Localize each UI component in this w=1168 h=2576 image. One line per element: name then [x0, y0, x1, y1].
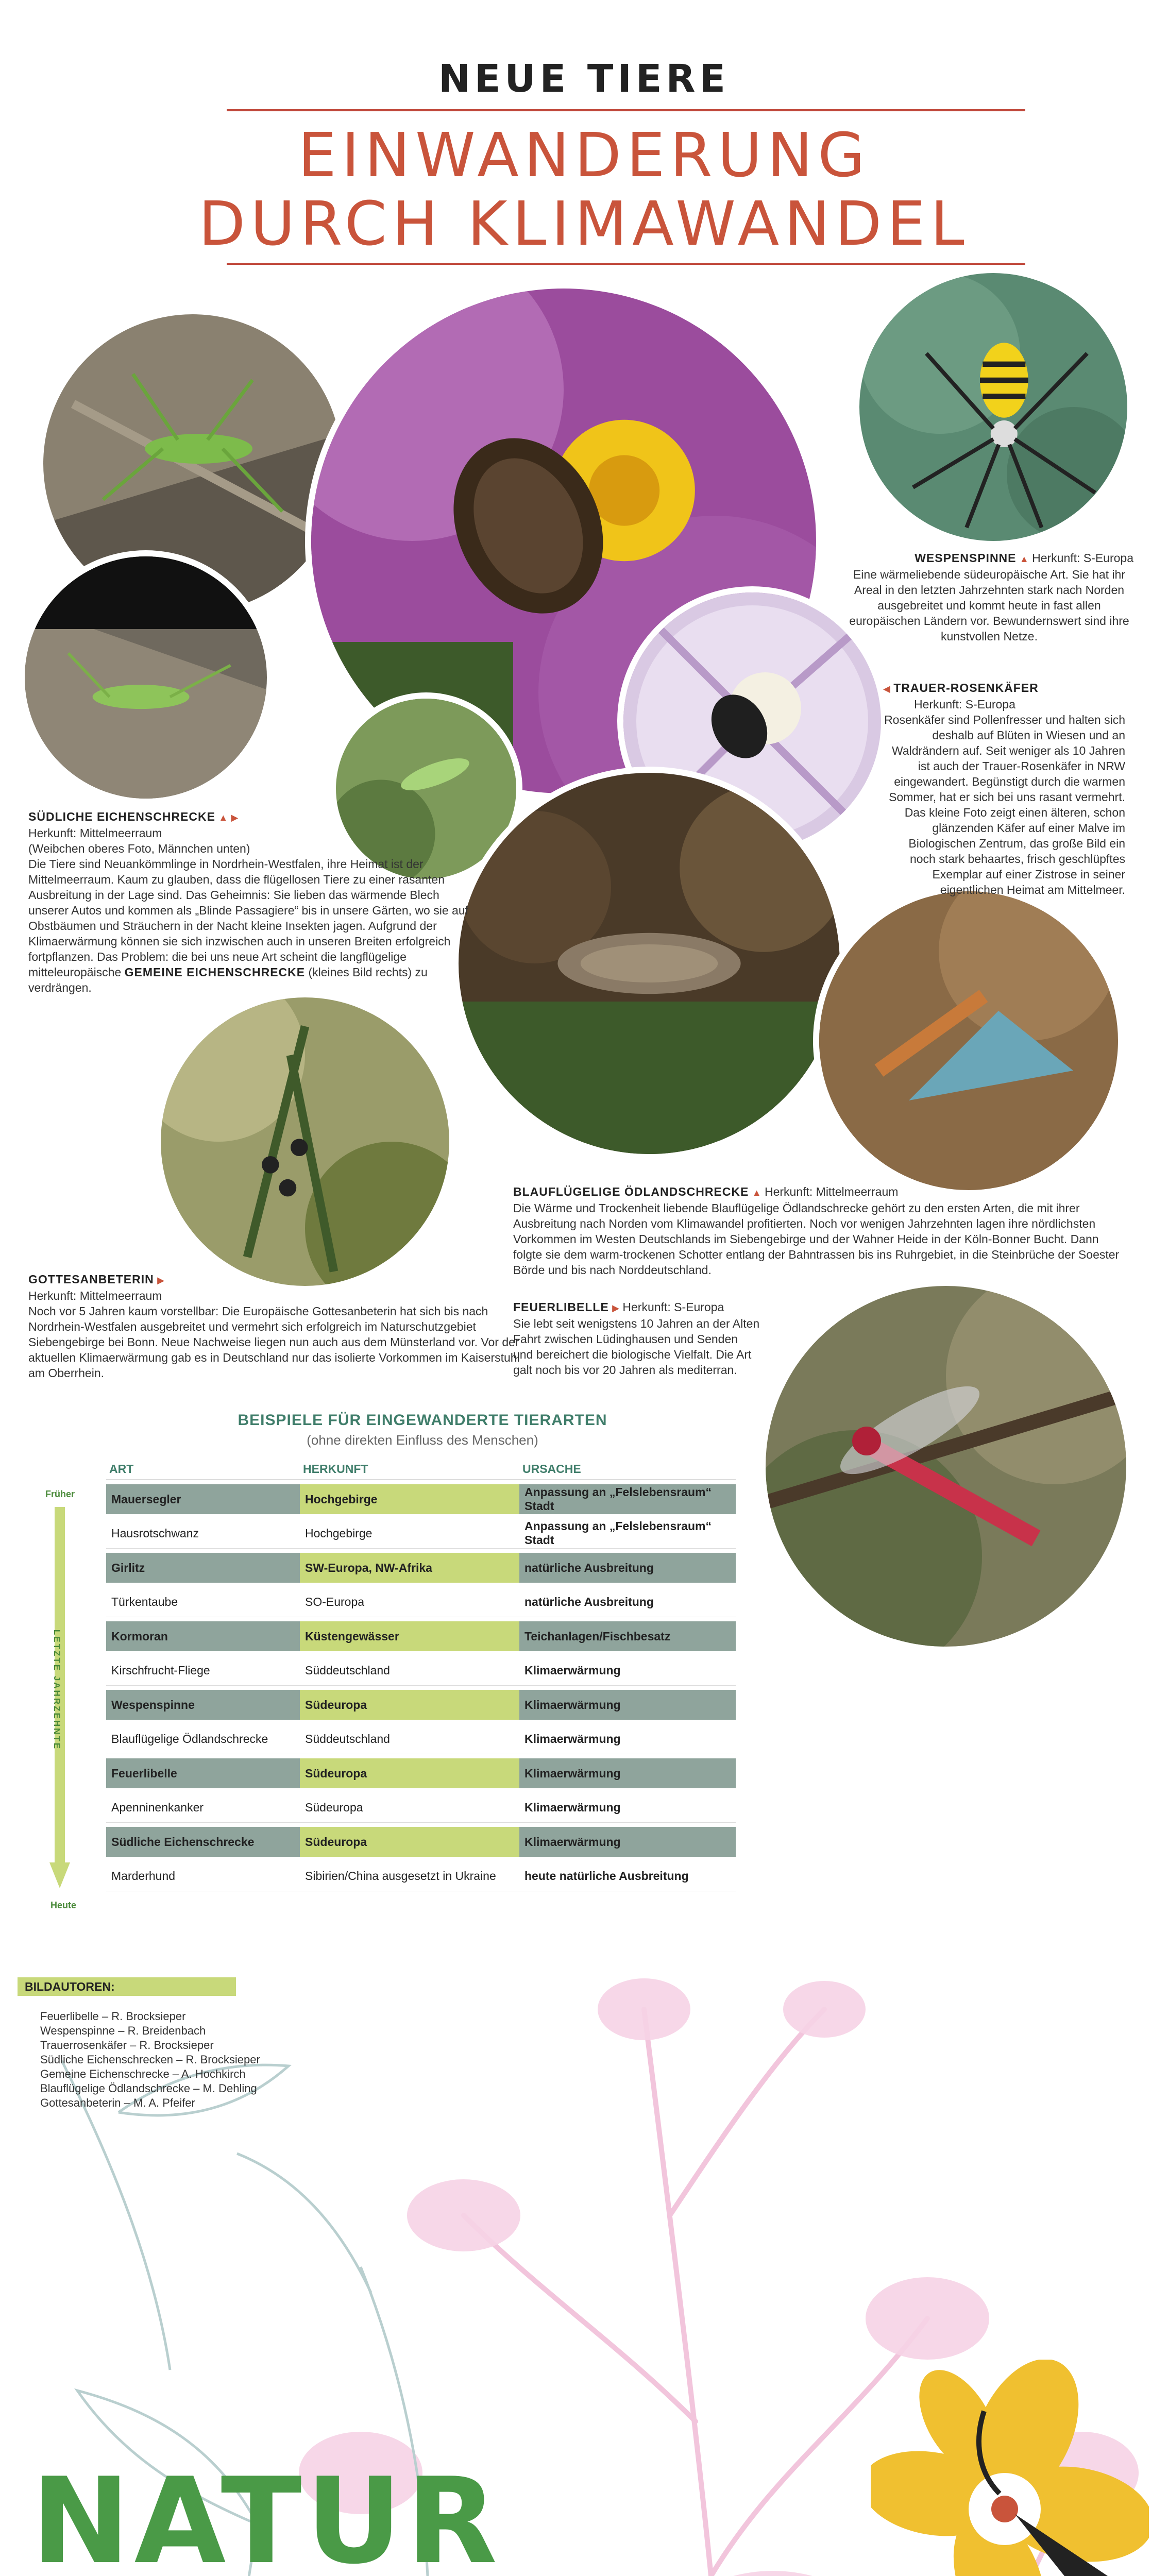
cell-herkunft: SO-Europa [300, 1587, 519, 1617]
cell-herkunft: Südeuropa [300, 1690, 519, 1720]
cell-art: Apenninenkanker [106, 1792, 300, 1823]
cell-herkunft: Hochgebirge [300, 1484, 519, 1514]
cell-art: Türkentaube [106, 1587, 300, 1617]
photo-gottesanbeterin [161, 997, 449, 1286]
article-origin: Herkunft: S-Europa [1032, 551, 1133, 565]
col-header-ursache: URSACHE [519, 1462, 736, 1480]
article-origin: Herkunft: S-Europa [622, 1300, 724, 1314]
table-row [106, 1518, 736, 1549]
credit-line: Wespenspinne – R. Breidenbach [40, 2024, 206, 2037]
cell-art: Hausrotschwanz [106, 1518, 300, 1549]
article-title: FEUERLIBELLE [513, 1300, 609, 1314]
article-title: TRAUER-ROSENKÄFER [893, 681, 1039, 694]
cell-art: Marderhund [106, 1861, 300, 1891]
article-title: BLAUFLÜGELIGE ÖDLANDSCHRECKE [513, 1185, 749, 1198]
col-header-herkunft: HERKUNFT [300, 1462, 519, 1480]
cell-ursache: natürliche Ausbreitung [519, 1553, 736, 1583]
cell-herkunft: Sibirien/China ausgesetzt in Ukraine [300, 1861, 519, 1891]
article-origin: Herkunft: Mittelmeerraum [764, 1185, 899, 1198]
article-eichenschrecke [28, 809, 471, 995]
article-title: WESPENSPINNE [915, 551, 1017, 565]
photo-feuerlibelle [766, 1286, 1126, 1647]
header-rule-top [227, 109, 1025, 111]
cell-ursache: Klimaerwärmung [519, 1655, 736, 1686]
article-feuerlibelle [513, 1299, 760, 1378]
cell-ursache: Anpassung an „Felslebensraum“ Stadt [519, 1484, 736, 1514]
table-row [106, 1587, 736, 1617]
credit-line: Südliche Eichenschrecken – R. Brocksieper [40, 2053, 260, 2066]
cell-ursache: Klimaerwärmung [519, 1724, 736, 1754]
cell-herkunft: Südeuropa [300, 1758, 519, 1788]
credits-list [40, 2009, 260, 2110]
cell-art: Feuerlibelle [106, 1758, 300, 1788]
article-text: Eine wärmeliebende südeuropäische Art. Sie hat ihr Areal in den letzten Jahrzehnten stark nach Norden ausgebreitet und kommt heute in fast allen europäischen Ländern vor. Bewundernswert sind ihre kunstvollen Netze. [849, 568, 1129, 643]
article-text: Die Wärme und Trockenheit liebende Blauflügelige Ödlandschrecke gehört zu den ersten Arten, die mit ihrer Ausbreitung nach Norden vom Klimawandel profitierten. Noch vor wenigen Jahrzehnten lagen ihre nördlichsten Vorkommen im Westen Deutschlands im Siebengebirge und der Wahner Heide in der Köln-Bonner Bucht. Dann folgte sie dem warm-trockenen Schotter entlang der Bahntrassen bis ins Ruhrgebiet, in die Steinbrüche der Soester Börde und bis nach Norddeutschland. [513, 1201, 1120, 1277]
triangle-right-icon: ▶ [231, 812, 239, 823]
table-row [106, 1621, 736, 1651]
cell-herkunft: Süddeutschland [300, 1724, 519, 1754]
article-note: (Weibchen oberes Foto, Männchen unten) [28, 842, 250, 855]
cell-ursache: natürliche Ausbreitung [519, 1587, 736, 1617]
flower-logo-icon [871, 2360, 1149, 2576]
table-subtitle: (ohne direkten Einfluss des Menschen) [307, 1432, 538, 1448]
cell-art: Kirschfrucht-Fliege [106, 1655, 300, 1686]
cell-ursache: Teichanlagen/Fischbesatz [519, 1621, 736, 1651]
cell-herkunft: Südeuropa [300, 1827, 519, 1857]
triangle-left-icon: ◀ [883, 684, 890, 694]
cell-ursache: Klimaerwärmung [519, 1758, 736, 1788]
photo-oedlandschrecke [459, 773, 840, 1154]
table-row [106, 1553, 736, 1583]
photo-wespenspinne [859, 273, 1127, 541]
credit-line: Gottesanbeterin – M. A. Pfeifer [40, 2096, 195, 2109]
cell-art: Wespenspinne [106, 1690, 300, 1720]
table-row [106, 1484, 736, 1514]
table-header-row [106, 1462, 736, 1480]
article-oedlandschrecke [513, 1184, 1126, 1278]
article-text-end: (kleines Bild rechts) zu verdrängen. [28, 965, 428, 994]
cell-ursache: Klimaerwärmung [519, 1690, 736, 1720]
credit-line: Trauerrosenkäfer – R. Brocksieper [40, 2039, 214, 2052]
article-title: SÜDLICHE EICHENSCHRECKE [28, 810, 215, 823]
cell-art: Kormoran [106, 1621, 300, 1651]
kicker-title: NEUE TIERE [438, 57, 730, 101]
credit-line: Feuerlibelle – R. Brocksieper [40, 2010, 186, 2023]
cell-art: Girlitz [106, 1553, 300, 1583]
cell-herkunft: Süddeutschland [300, 1655, 519, 1686]
triangle-up-icon: ▲ [1019, 554, 1029, 564]
credit-line: Gemeine Eichenschrecke – A. Hochkirch [40, 2067, 246, 2080]
timeline-bottom-label: Heute [50, 1900, 77, 1910]
headline-line-2: DURCH KLIMAWANDEL [198, 188, 970, 259]
immigrant-species-table [106, 1458, 736, 1895]
table-row [106, 1690, 736, 1720]
cell-herkunft: Küstengewässer [300, 1621, 519, 1651]
cell-art: Blauflügelige Ödlandschrecke [106, 1724, 300, 1754]
credit-line: Blauflügelige Ödlandschrecke – M. Dehling [40, 2082, 257, 2095]
cell-ursache: Klimaerwärmung [519, 1827, 736, 1857]
timeline-side-label: LETZTE JAHRZEHNTE [52, 1629, 62, 1751]
cell-ursache: heute natürliche Ausbreitung [519, 1861, 736, 1891]
article-trauerrosenkaefer [883, 680, 1125, 897]
article-origin: Herkunft: S-Europa [914, 698, 1015, 711]
headline-line-1: EINWANDERUNG [298, 120, 870, 191]
triangle-up-icon: ▲ [218, 812, 228, 823]
credits-title: BILDAUTOREN: [18, 1977, 236, 1996]
table-row [106, 1655, 736, 1686]
triangle-up-icon: ▲ [752, 1188, 761, 1198]
cell-herkunft: Südeuropa [300, 1792, 519, 1823]
header-rule-bottom [227, 263, 1025, 265]
table-row [106, 1861, 736, 1891]
cell-herkunft: Hochgebirge [300, 1518, 519, 1549]
cell-art: Mauersegler [106, 1484, 300, 1514]
photo-oedlandschrecke-fluegel [819, 891, 1118, 1190]
article-text: Sie lebt seit wenigstens 10 Jahren an der Alten Fahrt zwischen Lüdinghausen und Senden und bereichert die biologische Vielfalt. Die Art galt noch bis vor 20 Jahren als mediterran. [513, 1317, 760, 1377]
timeline-top-label: Früher [45, 1489, 75, 1499]
article-wespenspinne [845, 550, 1133, 644]
cell-herkunft: SW-Europa, NW-Afrika [300, 1553, 519, 1583]
cell-art: Südliche Eichenschrecke [106, 1827, 300, 1857]
article-text: Rosenkäfer sind Pollenfresser und halten sich deshalb auf Blüten in Wiesen und an Waldrändern auf. Seit weniger als 10 Jahren ist auch der Trauer-Rosenkäfer in NRW eingewandert. Begünstigt durch die warmen Sommer, hat er sich bei uns rasant vermehrt. Das kleine Foto zeigt einen älteren, schon glänzenden Käfer auf einer Malve im Biologischen Zentrum, das große Bild ein noch stark behaartes, frisch geschlüpftes Exemplar auf einer Zistrose in seiner eigentlichen Heimat am Mittelmeer. [884, 713, 1125, 896]
article-origin: Herkunft: Mittelmeerraum [28, 826, 162, 840]
table-title: BEISPIELE FÜR EINGEWANDERTE TIERARTEN [238, 1412, 607, 1429]
triangle-right-icon: ▶ [157, 1275, 164, 1285]
article-highlight: GEMEINE EICHENSCHRECKE [124, 965, 306, 979]
col-header-art: ART [106, 1462, 300, 1480]
article-origin: Herkunft: Mittelmeerraum [28, 1289, 162, 1302]
cell-ursache: Klimaerwärmung [519, 1792, 736, 1823]
table-row [106, 1827, 736, 1857]
natur-title-line-1: NATUR [31, 2453, 502, 2576]
table-row [106, 1792, 736, 1823]
article-text: Noch vor 5 Jahren kaum vorstellbar: Die Europäische Gottesanbeterin hat sich bis nach Nordrhein-Westfalen ausgebreitet und vermehrt sich erfolgreich im Naturschutzgebiet Siebengebirge bei Bonn. Neue Nachweise liegen nun auch aus dem Münsterland vor. Vor der aktuellen Klimaerwärmung gab es in Deutschland nur das isolierte Vorkommen im Kaiserstuhl am Oberrhein. [28, 1304, 520, 1380]
photo-eichenschrecke-maennchen [25, 556, 267, 799]
cell-ursache: Anpassung an „Felslebensraum“ Stadt [519, 1518, 736, 1549]
article-title: GOTTESANBETERIN [28, 1273, 154, 1286]
article-gottesanbeterin [28, 1272, 533, 1381]
article-text: Die Tiere sind Neuankömmlinge in Nordrhein-Westfalen, ihre Heimat ist der Mittelmeerraum. Kaum zu glauben, dass die flügellosen Tiere zu einer rasanten Ausbreitung in der Lage sind. Das Geheimnis: Sie lieben das wärmende Blech unserer Autos und kommen als „Blinde Passagiere“ bis in unsere Gärten, wo sie auf Obstbäumen und Sträuchern in der Nacht kleine Insekten jagen. Aufgrund der Klimaerwärmung können sie sich inzwischen auch in unseren Breiten erfolgreich fortpflanzen. Das Problem: die bei uns neue Art scheint die langflügelige mitteleuropäische [28, 857, 468, 979]
table-row [106, 1724, 736, 1754]
triangle-right-icon: ▶ [612, 1303, 620, 1313]
table-row [106, 1758, 736, 1788]
